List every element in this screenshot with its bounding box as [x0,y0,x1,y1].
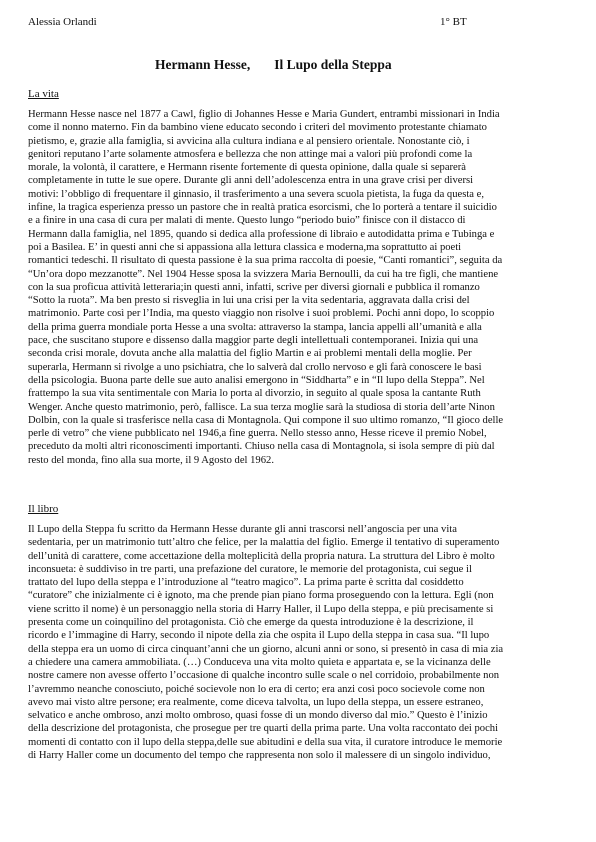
text-line: come il nonno materno. Fin da bambino viene educato secondo i criteri del movimento protestante chiamato [28,122,487,134]
text-line: selvatico e anche ombroso, anzi molto ombroso, quasi fosse di un mondo diverso dal mio.” Questo è l’inizio [28,710,488,722]
author-name: Alessia Orlandi [28,16,97,28]
title-book: Il Lupo della Steppa [274,57,392,72]
text-line: viene scritto il nome) è un personaggio nella storia di Harry Haller, il Lupo della steppa, e più precisamente si [28,603,494,615]
text-line: Dolbin, con la quale si trasferisce nella casa di Montagnola. Qui compone il suo ultimo romanzo, “Il gioco delle [28,414,504,426]
text-line: inconsueta: è suddiviso in tre parti, una prefazione del curatore, le memorie del protagonista, cui segue il [28,563,472,575]
text-line: seconda crisi morale, dovuta anche alla malattia del figlio Martin e ai problemi mentali della moglie. Per [28,348,472,360]
text-line: superarla, Hermann si rivolge a uno psichiatra, che lo salverà dal crollo nervoso e gli farà conoscere le basi [28,361,482,373]
text-line: a chiedere una camera ammobiliata. (…) Conduceva una vita molto quieta e appartata e, se la vicinanza delle [28,656,491,668]
title-author: Hermann Hesse, [155,57,251,72]
section-heading-il-libro: Il libro [28,503,59,515]
text-line: della descrizione del protagonista, che prosegue per tre quarti della prima parte. Una volta raccontato dei pochi [28,723,499,735]
text-line: romantici tedeschi. Il risultato di questa passione è la sua prima raccolta di poesie, “Canti romantici”, seguita da [28,255,503,267]
text-line: pietismo, e, grazie alla famiglia, si avvicina alla cultura indiana e al pensiero orientale. Nonostante ciò, i [28,135,470,147]
text-line: pace, che suscitano stupore e dissenso dalla maggior parte degli intellettuali contemporanei. Inizia qui una [28,335,479,347]
text-line: Hermann Hesse nasce nel 1877 a Cawl, figlio di Johannes Hesse e Maria Gundert, entrambi missionari in India [28,109,500,120]
text-line: Wenger. Anche questo matrimonio, però, fallisce. La sua terza moglie sarà la studiosa di storia dell’arte Ninon [28,401,495,413]
text-line: sedentaria, per un matrimonio tutt’altro che felice, per la malattia del figlio. Emerge il tentativo di superamento [28,537,500,549]
text-line: preceduto da molti altri riconoscimenti importanti. Chiuso nella casa di Montagnola, si isola sempre di più dal [28,441,495,453]
text-line: morale, la volontà, il carattere, e Hermann risente fortemente di questa opinione, dalla quale si separerà [28,162,466,174]
text-line: frattempo la sua vita sentimentale con Maria lo porta al divorzio, in seguito al quale sposa la cantante Ruth [28,388,481,400]
text-line: infine, la tragica esperienza presso un pastore che in realtà pratica esorcismi, che lo porterà a tentare il suicidio [28,202,497,214]
text-line: avevo mai visto altre persone; era realmente, come diceva talvolta, un lupo della steppa, un essere estraneo, [28,696,484,708]
text-line: con la sua proficua attività letteraria;in questi anni, infatti, scrive per diversi giornali e pubblica il romanzo [28,281,480,293]
text-line: presenta come un coinquilino del protagonista. Ciò che emerge da questa introduzione è la descrizione, il [28,617,474,629]
text-line: dell’unità di carattere, come accettazione della molteplicità della propria natura. La struttura del Libro è molto [28,550,495,562]
text-line: poi a Basilea. E’ in questi anni che si appassiona alla lettura classica e moderna,ma soprattutto ai poeti [28,241,462,253]
text-line: “Un’ora dopo mezzanotte”. Nel 1904 Hesse sposa la svizzera Maria Bernoulli, da cui ha tre figli, che mantiene [28,268,499,280]
text-line: della steppa era un uomo di circa cinquant’anni che un giorno, alcuni anni or sono, si presentò in casa di mia zia [28,643,504,655]
text-line: resto del monda, fino alla sua morte, il 9 Agosto del 1962. [28,454,274,466]
text-line: della psicologia. Buona parte delle sue auto analisi emergono in “Siddharta” e in “Il lupo della Steppa”. Nel [28,374,485,386]
class-label: 1° BT [440,16,467,28]
text-line: motivi: l’obbligo di frequentare il ginnasio, il trasferimento a una severa scuola pietista, la fuga da questa e, [28,188,484,200]
paragraph-la-vita [28,108,573,467]
text-line: matrimonio. Parte così per l’India, ma questo viaggio non risolve i suoi problemi. Pochi anni dopo, lo scoppio [28,308,495,320]
text-line: di Harry Haller come un documento del tempo che rappresenta non solo il malessere di un singolo individuo, [28,750,491,762]
text-line: “Sotto la ruota”. Ma ben presto si risveglia in lui una crisi per la vita sedentaria, aggravata dalla crisi del [28,295,470,307]
text-line: della prima guerra mondiale porta Hesse a una svolta: attraverso la stampa, lancia appelli all’umanità e alla [28,321,482,333]
text-line: ricordo e l’immagine di Harry, secondo il nipote della zia che ospita il Lupo della steppa in casa sua. “Il lupo [28,630,490,642]
text-line: “curatore” che inizialmente ci è ignoto, ma che prende pian piano forma proseguendo con la lettura. Egli (non [28,590,494,602]
text-line: nostre camere non avesse offerto l’occasione di qualche incontro sulle scale o nel corridoio, probabilmente non [28,670,500,682]
text-line: completamente in tutte le sue opere. Durante gli anni dell’adolescenza entra in una grave crisi per diversi [28,175,474,187]
text-line: e a finire in una casa di cura per malati di mente. Questo lungo “periodo buio” finisce con il distacco di [28,215,466,227]
text-line: Il Lupo della Steppa fu scritto da Hermann Hesse durante gli anni trascorsi nell’angoscia per una vita [28,524,457,535]
text-line: trattato del lupo della steppa e l’introduzione al “teatro magico”. La prima parte è scritta dal cosiddetto [28,577,464,589]
page-title [155,57,392,73]
text-line: momenti di contatto con il lupo della steppa,delle sue abitudini e della sua vita, il curatore introduce le memorie [28,736,503,748]
text-line: genitori reputano l’arte solamente atmosfera e bellezza che non attinge mai a valori più profondi come la [28,148,473,160]
paragraph-il-libro [28,523,573,762]
text-line: Hermann dalla famiglia, nel 1895, quando si dedica alla professione di libraio e autodidatta prima e Tubinga e [28,228,495,240]
text-line: perle di vetro” che viene pubblicato nel 1946,a fine guerra. Nello stesso anno, Hesse riceve il premio Nobel, [28,428,487,440]
text-line: l’avremmo neanche conosciuto, poiché socievole non lo era di certo; era anzi così poco socievole come non [28,683,485,695]
section-heading-la-vita: La vita [28,88,59,100]
